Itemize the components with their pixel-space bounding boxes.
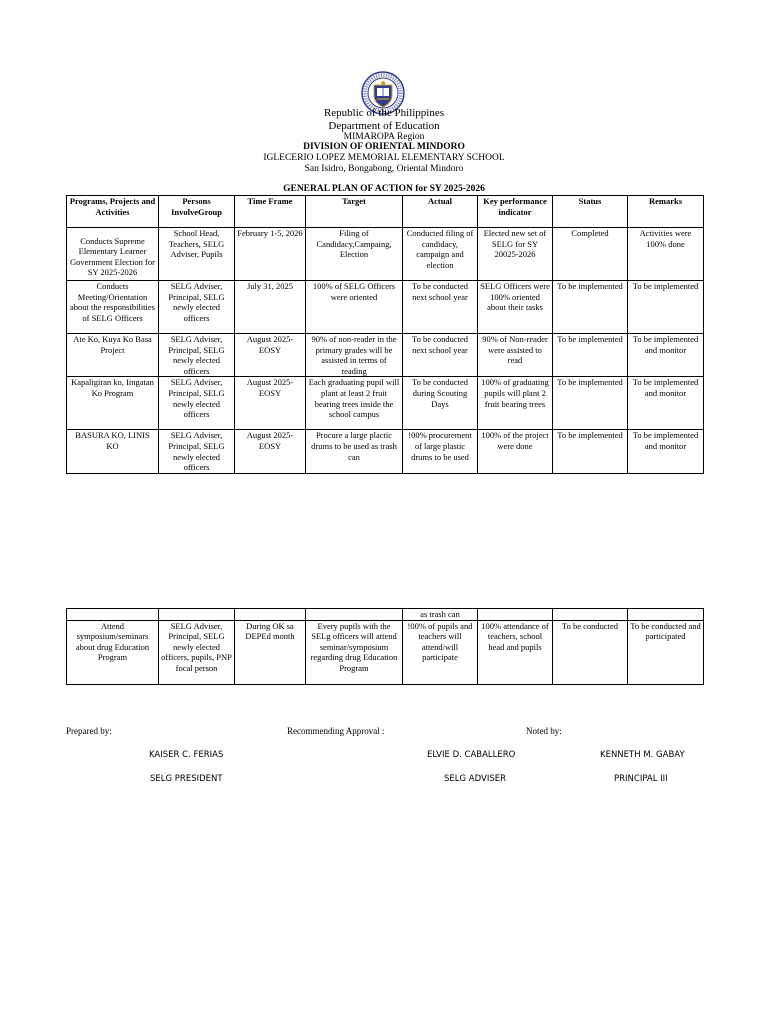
header-division: DIVISION OF ORIENTAL MINDORO — [303, 142, 465, 152]
table-cell: During OK sa DEPEd month — [235, 620, 306, 684]
prepared-by-name: KAISER C. FERIAS — [149, 750, 224, 760]
table-cell: To be implemented — [553, 334, 628, 377]
table-cell: 90% of non-reader in the primary grades will be assisted in terms of reading — [306, 334, 403, 377]
table-cell: July 31, 2025 — [235, 281, 306, 334]
table-cell: Conducted filing of candidacy, campaign and election — [403, 228, 478, 281]
table-cell — [306, 609, 403, 621]
header-republic: Republic of the Philippines — [323, 107, 445, 119]
column-header: Programs, Projects and Activities — [67, 196, 159, 228]
table-cell — [235, 609, 306, 621]
table-cell: To be implemented and monitor — [628, 430, 704, 473]
table-cell: To be implemented and monitor — [628, 334, 704, 377]
table-cell: Every pupils with the SELg officers will attend seminar/symposium regarding drug Education Program — [306, 620, 403, 684]
noted-by-label: Noted by: — [526, 726, 562, 736]
table-cell: August 2025-EOSY — [235, 377, 306, 430]
column-header: Time Frame — [235, 196, 306, 228]
document-title: GENERAL PLAN OF ACTION for SY 2025-2026 — [283, 184, 485, 194]
prepared-by-label: Prepared by: — [66, 726, 112, 736]
column-header: Target — [306, 196, 403, 228]
table-cell: 100% of graduating pupils will plant 2 fruit bearing trees — [478, 377, 553, 430]
table-cell: BASURA KO, LINIS KO — [67, 430, 159, 473]
table-row — [67, 430, 704, 473]
table-cell: as trash can — [403, 609, 478, 621]
table-cell — [628, 609, 704, 621]
table-cell: To be conducted — [553, 620, 628, 684]
table-cell: SELG Adviser, Principal, SELG newly elected officers — [159, 281, 235, 334]
table-cell: SELG Adviser, Principal, SELG newly elected officers — [159, 334, 235, 377]
table-row — [67, 620, 704, 684]
table-cell: To be implemented — [553, 430, 628, 473]
table-cell: To be implemented — [553, 281, 628, 334]
table-row — [67, 228, 704, 281]
column-header: Key performance indicator — [478, 196, 553, 228]
plan-table-continued — [66, 608, 704, 685]
table-cell: SELG Adviser, Principal, SELG newly elected officers, pupils, PNP focal person — [159, 620, 235, 684]
table-cell: !00% of pupils and teachers will attend/will participate — [403, 620, 478, 684]
table-row — [67, 609, 704, 621]
column-header: Remarks — [628, 196, 704, 228]
header-address: San Isidro, Bongabong, Oriental Mindoro — [304, 164, 464, 174]
noted-by-position: PRINCIPAL III — [614, 774, 668, 784]
prepared-by-position: SELG PRESIDENT — [150, 774, 223, 784]
table-row — [67, 281, 704, 334]
table-cell — [159, 609, 235, 621]
header-department: Department of Education — [328, 120, 440, 132]
column-header: Status — [553, 196, 628, 228]
table-cell: August 2025-EOSY — [235, 334, 306, 377]
table-cell: To be conducted next school year — [403, 334, 478, 377]
table-cell: August 2025-EOSY — [235, 430, 306, 473]
table-cell: !00% procurement of large plastic drums to be used — [403, 430, 478, 473]
table-cell: School Head, Teachers, SELG Adviser, Pupils — [159, 228, 235, 281]
table-cell: 100% of SELG Officers were oriented — [306, 281, 403, 334]
table-cell: SELG Officers were 100% oriented about their tasks — [478, 281, 553, 334]
table-cell: Elected new set of SELG for SY 20025-2026 — [478, 228, 553, 281]
table-cell: SELG Adviser, Principal, SELG newly elected officers — [159, 377, 235, 430]
table-row — [67, 377, 704, 430]
header-school: IGLECERIO LOPEZ MEMORIAL ELEMENTARY SCHOOL — [263, 153, 505, 163]
column-header: Persons InvolveGroup — [159, 196, 235, 228]
noted-by-name: KENNETH M. GABAY — [600, 750, 685, 760]
column-header: Actual — [403, 196, 478, 228]
table-cell: To be implemented and monitor — [628, 377, 704, 430]
table-row — [67, 334, 704, 377]
table-cell: To be implemented — [628, 281, 704, 334]
table-cell: February 1-5, 2026 — [235, 228, 306, 281]
table-cell: Conducts Meeting/Orientation about the responsibilities of SELG Officers — [67, 281, 159, 334]
header-region: MIMAROPA Region — [343, 132, 425, 142]
table-cell: Filing of Candidacy,Campaing, Election — [306, 228, 403, 281]
table-cell: Completed — [553, 228, 628, 281]
recommending-approval-label: Recommending Approval : — [287, 726, 385, 736]
table-cell: Attend symposium/seminars about drug Education Program — [67, 620, 159, 684]
table-cell: To be conducted and participated — [628, 620, 704, 684]
recommending-position: SELG ADVISER — [444, 774, 506, 784]
table-cell — [478, 609, 553, 621]
table-cell: 100% of the project were done — [478, 430, 553, 473]
table-cell: Procure a large plactic drums to be used as trash can — [306, 430, 403, 473]
table-cell — [67, 609, 159, 621]
table-cell: Activities were 100% done — [628, 228, 704, 281]
table-cell: 100% attendance of teachers, school head and pupils — [478, 620, 553, 684]
table-cell: Each graduating pupil will plant at least 2 fruit bearing trees inside the school campus — [306, 377, 403, 430]
table-cell: 90% of Non-reader were assisted to read — [478, 334, 553, 377]
table-cell: Kapaligiran ko, Iingatan Ko Program — [67, 377, 159, 430]
plan-table — [66, 195, 704, 474]
table-cell: To be conducted during Scouting Days — [403, 377, 478, 430]
recommending-name: ELVIE D. CABALLERO — [427, 750, 516, 760]
table-header-row — [67, 196, 704, 228]
table-cell: To be conducted next school year — [403, 281, 478, 334]
table-cell: SELG Adviser, Principal, SELG newly elected officers — [159, 430, 235, 473]
table-cell — [553, 609, 628, 621]
table-cell: Conducts Supreme Elementary Learner Government Election for SY 2025-2026 — [67, 228, 159, 281]
table-cell: Ate Ko, Kuya Ko Basa Project — [67, 334, 159, 377]
table-cell: To be implemented — [553, 377, 628, 430]
